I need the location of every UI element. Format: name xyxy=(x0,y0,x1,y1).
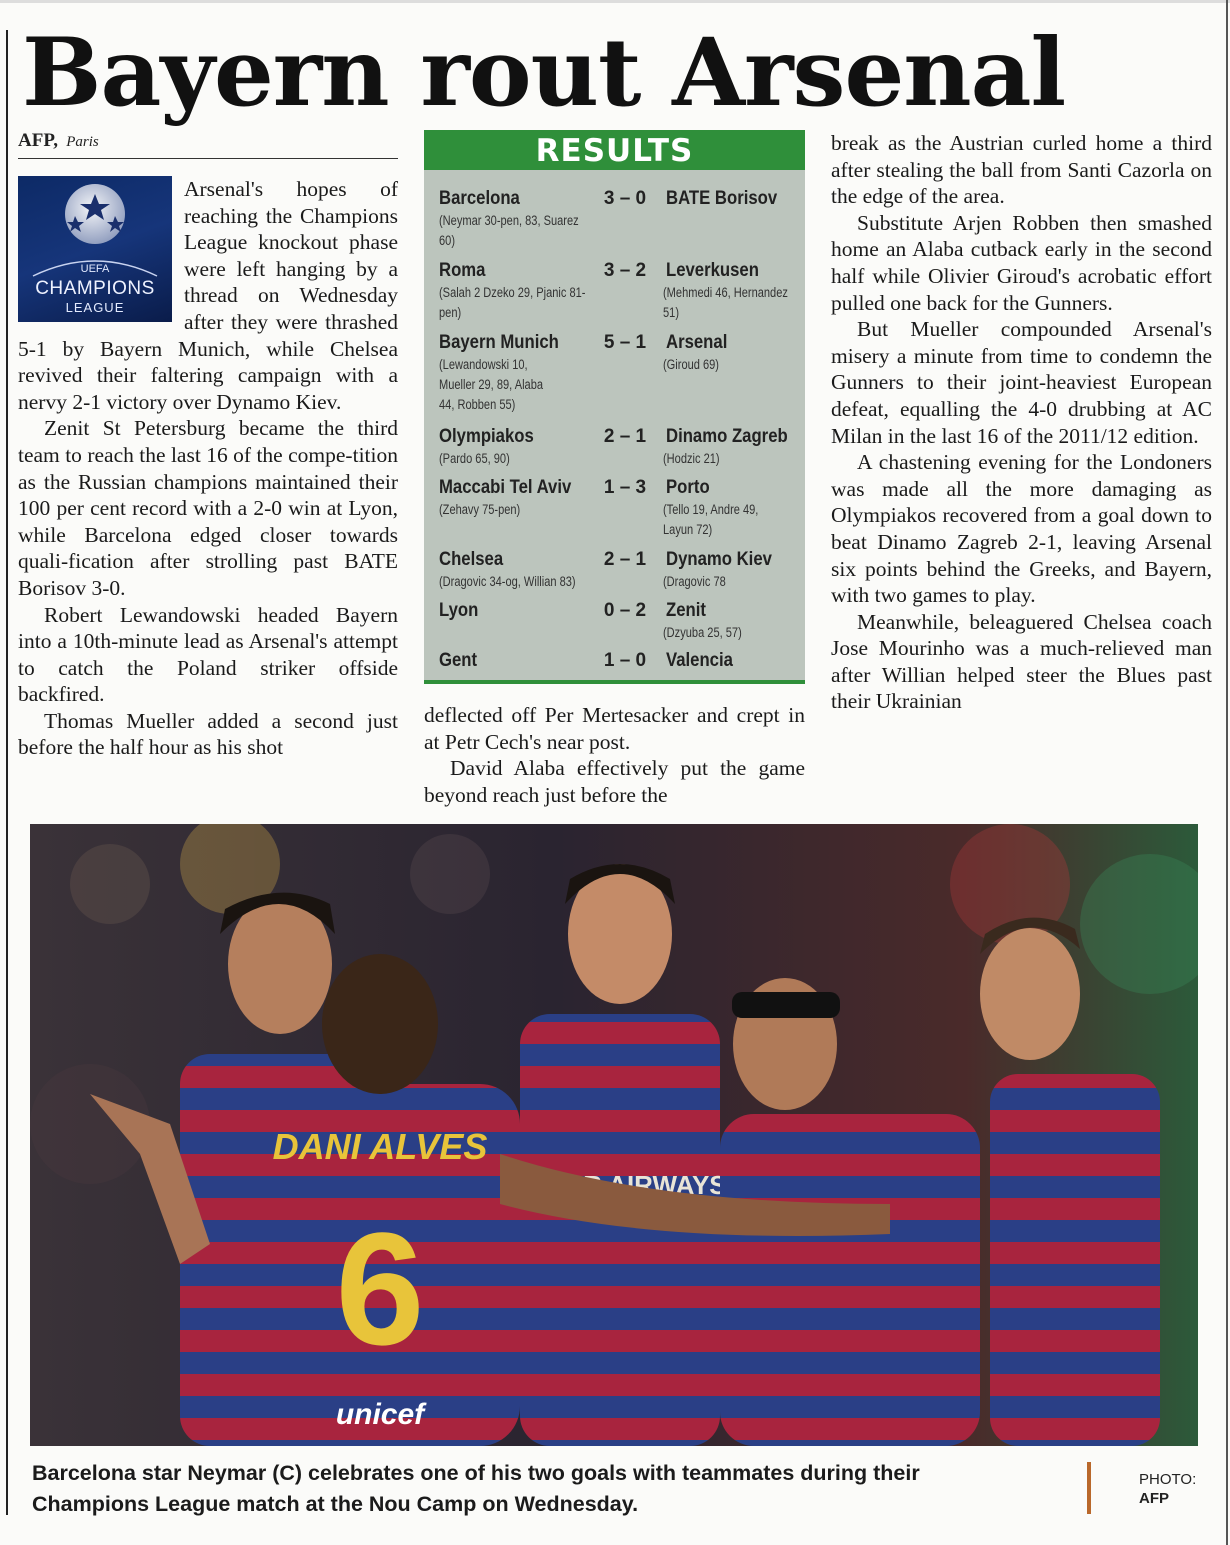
away-team: Dinamo Zagreb xyxy=(666,426,788,447)
score: 2 – 1 xyxy=(603,549,647,570)
byline xyxy=(18,130,398,159)
away-team: Porto xyxy=(666,477,710,498)
home-scorers: (Neymar 30-pen, 83, Suarez 60) xyxy=(439,213,579,248)
away-scorers: (Hodzic 21) xyxy=(663,451,720,466)
score: 0 – 2 xyxy=(603,600,647,621)
score: 1 – 0 xyxy=(603,650,647,671)
logo-text-uefa: UEFA xyxy=(80,263,110,275)
photo-credit-label: PHOTO: xyxy=(1139,1471,1197,1488)
logo-text-league: LEAGUE xyxy=(65,300,125,315)
paragraph: But Mueller compounded Arsenal's misery a minute from time to condemn the Gunners to their joint-heaviest European defeat, equalling the 4-0 drubbing at AC Milan in the last 16 of the 2011/12 edition. xyxy=(831,317,1212,448)
home-team: Maccabi Tel Aviv xyxy=(439,477,572,498)
paragraph: deflected off Per Mertesacker and crept in at Petr Cech's near post. xyxy=(424,703,805,754)
away-scorers: (Tello 19, Andre 49, Layun 72) xyxy=(663,502,759,537)
byline-source: AFP, xyxy=(18,130,58,151)
away-team: BATE Borisov xyxy=(666,188,778,209)
away-team: Arsenal xyxy=(666,332,728,353)
starball-icon xyxy=(18,176,172,322)
results-box xyxy=(424,130,805,684)
jersey-sponsor: unicef xyxy=(335,1398,425,1431)
caption-line: Barcelona star Neymar (C) celebrates one of his two goals with teammates during their xyxy=(32,1461,920,1485)
home-team: Gent xyxy=(439,650,478,671)
article-column-3 xyxy=(831,130,1212,715)
page-edge-right xyxy=(1226,0,1228,1545)
away-scorers: (Giroud 69) xyxy=(663,357,719,372)
paragraph: Meanwhile, beleaguered Chelsea coach Jose Mourinho was a much-relieved man after Willian helped steer the Blues past their Ukrainian xyxy=(831,609,1212,714)
away-team: Leverkusen xyxy=(666,260,759,281)
paragraph: David Alaba effectively put the game beyond reach just before the xyxy=(424,756,805,807)
score: 5 – 1 xyxy=(603,332,647,353)
byline-location: Paris xyxy=(66,134,99,150)
home-team: Barcelona xyxy=(439,188,520,209)
score: 3 – 0 xyxy=(603,188,647,209)
home-scorers: (Zehavy 75-pen) xyxy=(439,502,521,517)
jersey-number: 6 xyxy=(335,1199,425,1378)
paragraph: break as the Austrian curled home a third after stealing the ball from Santi Cazorla on the edge of the area. xyxy=(831,131,1212,209)
caption-line: Champions League match at the Nou Camp on Wednesday. xyxy=(32,1492,639,1516)
jersey-name: DANI ALVES xyxy=(272,1126,488,1167)
home-scorers: (Dragovic 34-og, Willian 83) xyxy=(439,574,576,589)
home-team: Roma xyxy=(439,260,486,281)
home-team: Bayern Munich xyxy=(439,332,559,353)
article-text-col2 xyxy=(424,702,805,808)
home-scorers: (Lewandowski 10, Mueller 29, 89, Alaba 44, Robben 55) xyxy=(439,357,544,412)
away-team: Dynamo Kiev xyxy=(666,549,772,570)
away-team: Valencia xyxy=(666,650,733,671)
paragraph: Zenit St Petersburg became the third team to reach the last 16 of the compe-tition as the Russian champions maintained their 100 per cent record with a 2-0 win at Lyon, while Barcelona edged closer towards quali-fication after strolling past BATE Borisov 3-0. xyxy=(18,416,398,600)
away-scorers: (Dzyuba 25, 57) xyxy=(663,625,742,640)
champions-league-logo xyxy=(18,176,172,322)
results-title: RESULTS xyxy=(424,130,805,170)
home-team: Chelsea xyxy=(439,549,504,570)
page-edge-top xyxy=(0,0,1230,3)
home-team: Olympiakos xyxy=(439,426,534,447)
logo-text-champions: CHAMPIONS xyxy=(35,278,155,299)
paragraph: A chastening evening for the Londoners was made all the more damaging as Olympiakos recovered from a goal down to beat Dinamo Zagreb 2-1, leaving Arsenal six points behind the Greeks, and Bayern, with two games to play. xyxy=(831,450,1212,608)
paragraph: Arsenal's hopes of reaching the Champions League knockout phase were left hanging by a thread on Wednesday after they were thrashed 5-1 by Bayern Munich, while Chelsea revived their faltering campaign with a nervy 2-1 victory over Dynamo Kiev. xyxy=(18,177,398,414)
page-edge-left xyxy=(6,30,8,1515)
score: 2 – 1 xyxy=(603,426,647,447)
paragraph: Robert Lewandowski headed Bayern into a 10th-minute lead as Arsenal's attempt to catch the Poland striker offside backfired. xyxy=(18,602,398,707)
article-column-1 xyxy=(18,130,398,760)
away-scorers: (Mehmedi 46, Hernandez 51) xyxy=(663,285,788,320)
team-celebration-photo xyxy=(30,824,1198,1446)
home-scorers: (Pardo 65, 90) xyxy=(439,451,510,466)
caption-divider xyxy=(1087,1462,1091,1514)
headline: Bayern rout Arsenal xyxy=(22,18,1066,128)
score: 1 – 3 xyxy=(603,477,647,498)
home-team: Lyon xyxy=(439,600,479,621)
score: 3 – 2 xyxy=(603,260,647,281)
paragraph: Substitute Arjen Robben then smashed home an Alaba cutback early in the second half while Olivier Giroud's acrobatic effort pulled one back for the Gunners. xyxy=(831,210,1212,315)
paragraph: Thomas Mueller added a second just before the half hour as his shot xyxy=(18,708,398,760)
article-text-col1 xyxy=(18,176,398,761)
away-scorers: (Dragovic 78 xyxy=(663,574,726,589)
photo-caption xyxy=(32,1458,1032,1520)
photo-credit xyxy=(1139,1470,1196,1508)
home-scorers: (Salah 2 Dzeko 29, Pjanic 81-pen) xyxy=(439,285,586,320)
photo-credit-agency: AFP xyxy=(1139,1490,1169,1507)
away-team: Zenit xyxy=(666,600,706,621)
